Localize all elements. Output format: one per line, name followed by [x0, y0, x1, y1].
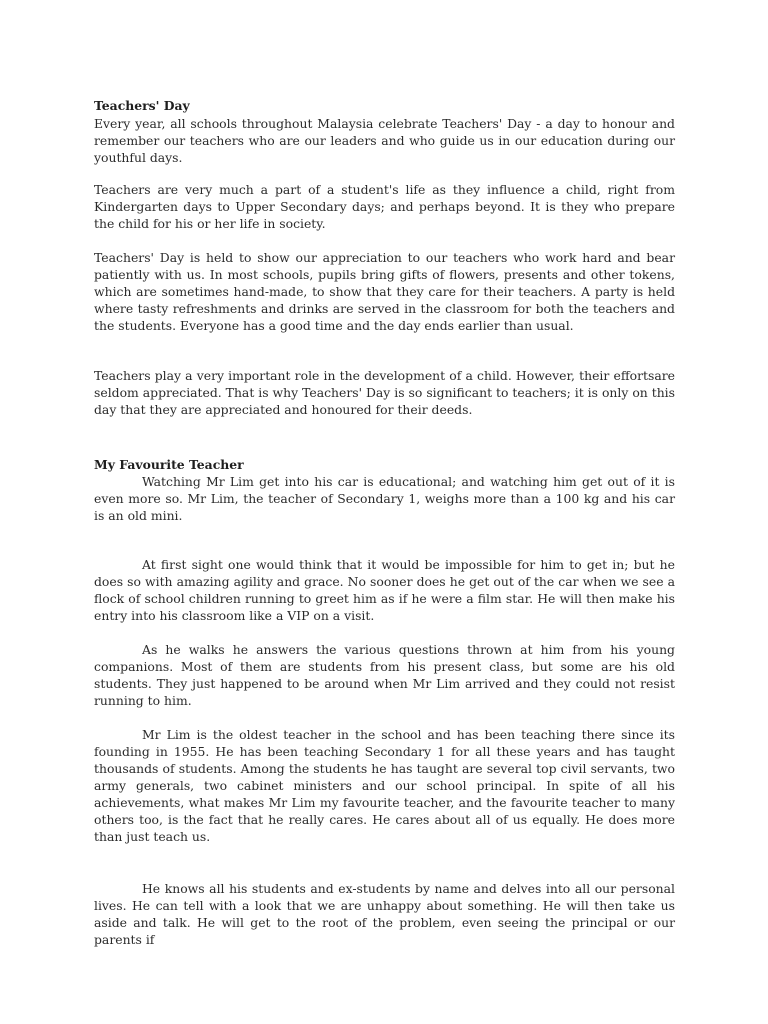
paragraph-favourite-teacher-4: Mr Lim is the oldest teacher in the school and has been teaching there since its founding in 1955. He has been teaching Secondary 1 for all these years and has taught thousands of students. Among the students he has taught are several top civil servants, two army generals, two cabinet ministers and our school principal. In spite of all his achievements, what makes Mr Lim my favourite teacher, and the favourite teacher to many others too, is the fact that he really cares. He cares about all of us equally. He does more than just teach us. — [94, 727, 675, 844]
heading-favourite-teacher: My Favourite Teacher — [94, 457, 244, 472]
paragraph-teachers-day-4: Teachers play a very important role in the development of a child. However, their effortsare seldom appreciated. That is why Teachers' Day is so significant to teachers; it is only on this day that they are appreciated and honoured for their deeds. — [94, 368, 675, 417]
paragraph-favourite-teacher-5: He knows all his students and ex-students by name and delves into all our personal lives. He can tell with a look that we are unhappy about something. He will then take us aside and talk. He will get to the root of the problem, even seeing the principal or our parents if — [94, 881, 675, 947]
paragraph-teachers-day-2: Teachers are very much a part of a student's life as they influence a child, right from Kindergarten days to Upper Secondary days; and perhaps beyond. It is they who prepare the child for his or her life in society. — [94, 182, 675, 231]
paragraph-favourite-teacher-3: As he walks he answers the various questions thrown at him from his young companions. Most of them are students from his present class, but some are his old students. They just happened to be around when Mr Lim arrived and they could not resist running to him. — [94, 642, 675, 708]
paragraph-favourite-teacher-1: Watching Mr Lim get into his car is educational; and watching him get out of it is even more so. Mr Lim, the teacher of Secondary 1, weighs more than a 100 kg and his car is an old mini. — [94, 474, 675, 523]
paragraph-teachers-day-1: Every year, all schools throughout Malaysia celebrate Teachers' Day - a day to honour and remember our teachers who are our leaders and who guide us in our education during our youthful days. — [94, 116, 675, 165]
paragraph-teachers-day-3: Teachers' Day is held to show our appreciation to our teachers who work hard and bear patiently with us. In most schools, pupils bring gifts of flowers, presents and other tokens, which are sometimes hand-made, to show that they care for their teachers. A party is held where tasty refreshments and drinks are served in the classroom for both the teachers and the students. Everyone has a good time and the day ends earlier than usual. — [94, 250, 675, 333]
heading-teachers-day: Teachers' Day — [94, 98, 190, 113]
paragraph-favourite-teacher-2: At first sight one would think that it would be impossible for him to get in; but he does so with amazing agility and grace. No sooner does he get out of the car when we see a flock of school children running to greet him as if he were a film star. He will then make his entry into his classroom like a VIP on a visit. — [94, 557, 675, 623]
